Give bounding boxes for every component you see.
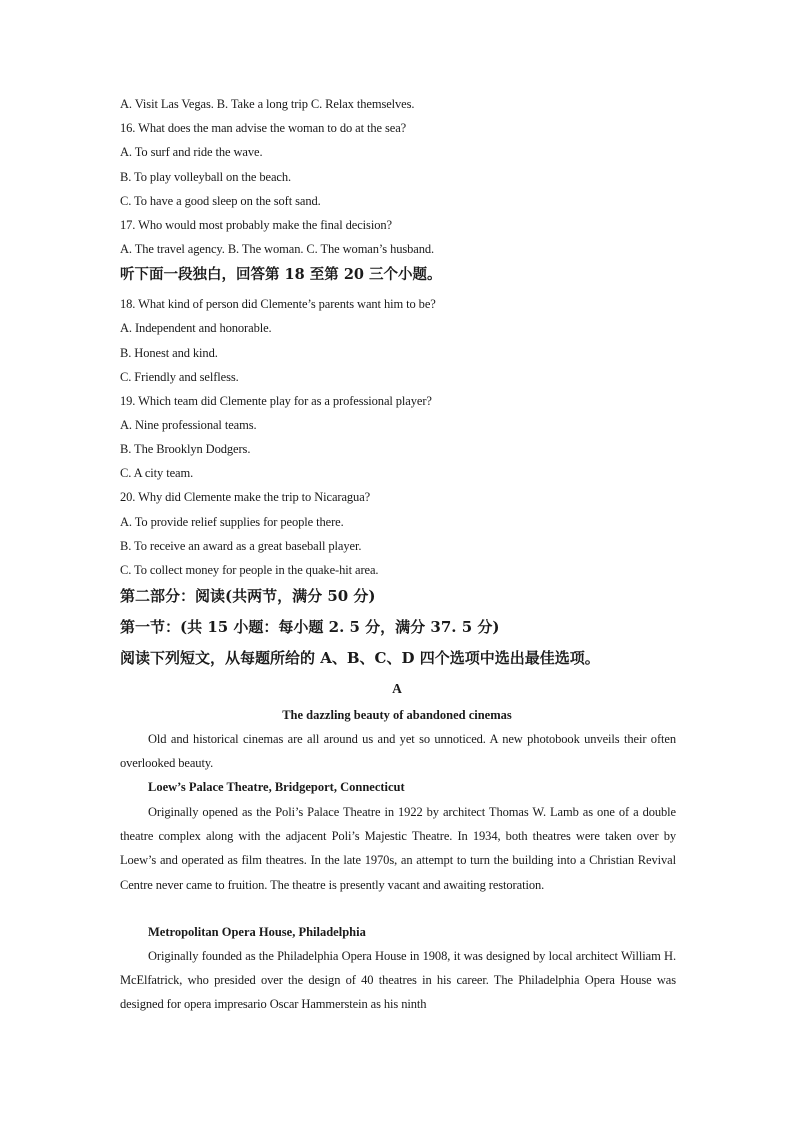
passage-title: The dazzling beauty of abandoned cinemas bbox=[282, 708, 512, 722]
q19-option-b: B. The Brooklyn Dodgers. bbox=[120, 442, 251, 456]
venue2-title: Metropolitan Opera House, Philadelphia bbox=[148, 925, 366, 939]
monologue-instruction: 听下面一段独白，回答第 18 至第 20 三个小题。 bbox=[120, 266, 442, 283]
q16-option-b: B. To play volleyball on the beach. bbox=[120, 170, 292, 184]
venue1-title: Loew’s Palace Theatre, Bridgeport, Connecticut bbox=[148, 780, 405, 794]
q16-option-c: C. To have a good sleep on the soft sand. bbox=[120, 194, 321, 208]
reading-instruction: 阅读下列短文，从每题所给的 A、B、C、D 四个选项中选出最佳选项。 bbox=[120, 649, 600, 667]
q19-option-c: C. A city team. bbox=[120, 466, 194, 480]
section1-heading: 第一节：(共 15 小题：每小题 2. 5 分，满分 37. 5 分) bbox=[120, 618, 500, 636]
q20-option-a: A. To provide relief supplies for people there. bbox=[120, 515, 344, 529]
q18-stem: 18. What kind of person did Clemente’s parents want him to be? bbox=[120, 297, 436, 311]
passage-letter: A bbox=[392, 681, 402, 696]
venue2-paragraph: Originally founded as the Philadelphia Opera House in 1908, it was designed by local architect William H. McElfatrick, who presided over the design of 40 theatres in his career. The Philadelphia Opera House was designed for opera impresario Oscar Hammerstein as his ninth bbox=[120, 949, 676, 1012]
q20-option-b: B. To receive an award as a great baseball player. bbox=[120, 539, 362, 553]
q19-option-a: A. Nine professional teams. bbox=[120, 418, 257, 432]
q20-stem: 20. Why did Clemente make the trip to Nicaragua? bbox=[120, 490, 371, 504]
q15-options: A. Visit Las Vegas. B. Take a long trip C. Relax themselves. bbox=[120, 97, 415, 111]
q18-option-a: A. Independent and honorable. bbox=[120, 321, 272, 335]
q19-stem: 19. Which team did Clemente play for as a professional player? bbox=[120, 394, 432, 408]
part2-heading: 第二部分：阅读(共两节，满分 50 分) bbox=[120, 587, 376, 605]
q18-option-c: C. Friendly and selfless. bbox=[120, 370, 239, 384]
venue1-paragraph: Originally opened as the Poli’s Palace Theatre in 1922 by architect Thomas W. Lamb as one of a double theatre complex along with the adjacent Poli’s Majestic Theatre. In 1934, both theatres were taken over by Loew’s and operated as film theatres. In the late 1970s, an attempt to turn the building into a Christian Revival Centre never came to fruition. The theatre is presently vacant and awaiting restoration. bbox=[120, 805, 676, 892]
intro-paragraph: Old and historical cinemas are all around us and yet so unnoticed. A new photobook unveils their often overlooked beauty. bbox=[120, 732, 676, 771]
q20-option-c: C. To collect money for people in the quake-hit area. bbox=[120, 563, 379, 577]
q18-option-b: B. Honest and kind. bbox=[120, 346, 218, 360]
q17-stem: 17. Who would most probably make the final decision? bbox=[120, 218, 392, 232]
q16-option-a: A. To surf and ride the wave. bbox=[120, 145, 263, 159]
q16-stem: 16. What does the man advise the woman to do at the sea? bbox=[120, 121, 407, 135]
q17-options: A. The travel agency. B. The woman. C. The woman’s husband. bbox=[120, 242, 435, 256]
